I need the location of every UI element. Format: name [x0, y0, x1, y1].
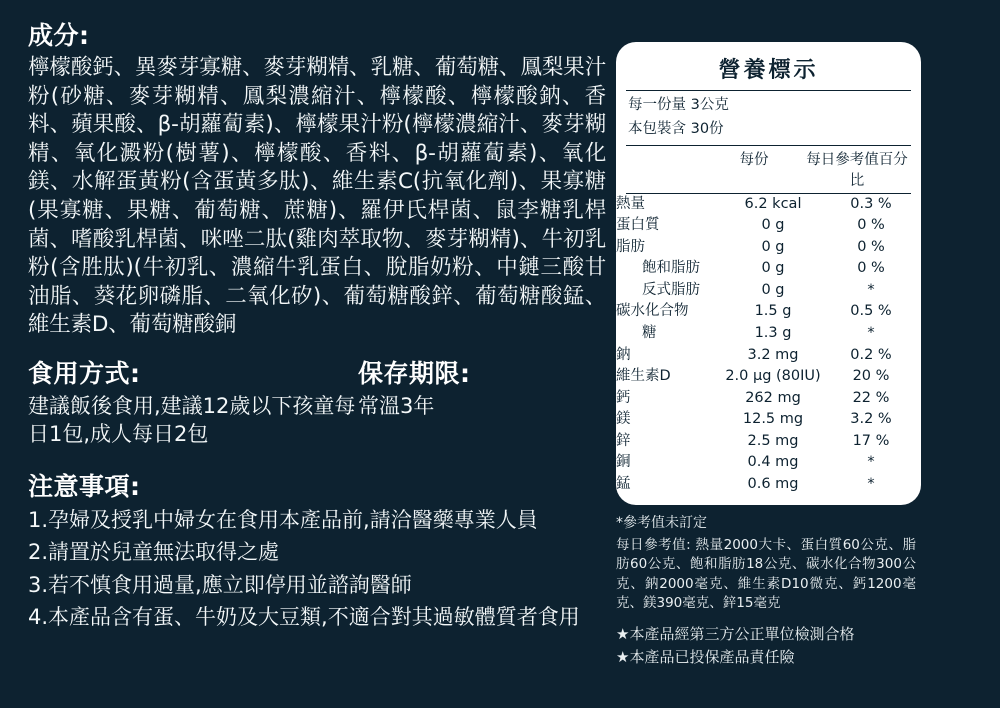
ingredients-text: 檸檬酸鈣、異麥芽寡糖、麥芽糊精、乳糖、葡萄糖、鳳梨果汁粉(砂糖、麥芽糊精、鳳梨濃縮汁、檸檬酸、檸檬酸鈉、香料、蘋果酸、β-胡蘿蔔素)、檸檬果汁粉(檸檬濃縮汁、麥芽糊精、氧化澱粉(樹薯)、檸檬酸、香料、β-胡蘿蔔素)、氧化鎂、水解蛋黃粉(含蛋黃多肽)、維生素C(抗氧化劑)、果寡糖(果寡糖、果糖、葡萄糖、蔗糖)、羅伊氏桿菌、鼠李糖乳桿菌、嗜酸乳桿菌、咪唑二肽(雞肉萃取物、麥芽糊精)、牛初乳粉(含胜肽)(牛初乳、濃縮牛乳蛋白、脫脂奶粉、中鏈三酸甘油脂、葵花卵磷脂、二氧化矽)、葡萄糖酸鋅、葡萄糖酸錳、維生素D、葡萄糖酸銅 — [28, 55, 606, 338]
nutrient-value: 1.3 g — [754, 324, 792, 341]
table-row — [616, 301, 921, 323]
caution-item: 3.若不慎食用過量,應立即停用並諮詢醫師 — [28, 572, 412, 597]
nutrient-name: 蛋白質 — [616, 217, 660, 234]
nutrient-name: 鈣 — [616, 389, 631, 406]
serving-size: 每一份量 3公克 — [628, 97, 729, 113]
nutrient-percent: 3.2 % — [850, 411, 892, 428]
nutrient-percent: 0.3 % — [850, 195, 892, 212]
nutrient-name: 糖 — [642, 324, 657, 341]
nutrition-facts-card — [616, 42, 921, 505]
table-row — [616, 194, 921, 216]
nutrient-name: 鎂 — [616, 411, 631, 428]
nutrient-value: 0 g — [761, 217, 785, 234]
nutrient-value: 0.6 mg — [747, 475, 799, 492]
table-row — [616, 345, 921, 367]
nutrient-percent: * — [867, 454, 875, 471]
nutrient-name: 反式脂肪 — [642, 281, 700, 298]
expiry-text: 常溫3年 — [358, 393, 435, 418]
servings-per-pack: 本包裝含 30份 — [628, 121, 724, 138]
nutrient-percent: * — [867, 324, 875, 341]
table-row — [616, 323, 921, 345]
caution-item: 1.孕婦及授乳中婦女在食用本產品前,請洽醫藥專業人員 — [28, 507, 538, 532]
nutrient-name: 脂肪 — [616, 238, 645, 255]
usage-text: 建議飯後食用,建議12歲以下孩童每日1包,成人每日2包 — [28, 393, 356, 447]
table-row — [616, 409, 921, 431]
asterisk-note: *參考值未訂定 — [616, 515, 707, 532]
nutrient-value: 3.2 mg — [747, 346, 799, 363]
usage-heading: 食用方式: — [28, 358, 141, 388]
nutrient-percent: 20 % — [852, 368, 890, 385]
table-row — [616, 431, 921, 453]
expiry-heading: 保存期限: — [358, 358, 471, 388]
nutrient-value: 0 g — [761, 260, 785, 277]
nutrient-value: 0 g — [761, 281, 785, 298]
nutrient-name: 鈉 — [616, 346, 631, 363]
nutrient-name: 熱量 — [616, 195, 645, 212]
table-row — [616, 280, 921, 302]
nutrient-name: 銅 — [616, 454, 631, 471]
certification-notes — [616, 623, 916, 668]
cautions-section — [28, 467, 606, 633]
left-column — [28, 14, 606, 698]
nutrient-percent: 0 % — [857, 238, 885, 255]
ingredients-heading: 成分: — [28, 21, 90, 50]
nutrient-percent: * — [867, 475, 875, 492]
nutrient-name: 碳水化合物 — [616, 303, 689, 320]
table-row — [616, 215, 921, 237]
cautions-list — [28, 505, 606, 633]
nutrient-percent: * — [867, 281, 875, 298]
table-row — [616, 452, 921, 474]
nutrient-value: 262 mg — [745, 389, 801, 406]
expiry-section — [358, 354, 606, 449]
usage-section — [28, 354, 358, 449]
right-column — [616, 14, 982, 698]
nutrient-percent: 0.5 % — [850, 303, 892, 320]
column-header-per-serving: 每份 — [739, 151, 769, 168]
table-row — [616, 366, 921, 388]
usage-expiry-row — [28, 354, 606, 449]
table-row — [616, 258, 921, 280]
table-row — [616, 237, 921, 259]
nutrient-percent: 17 % — [852, 432, 890, 449]
ingredients-section — [28, 16, 606, 340]
nutrient-value: 0 g — [761, 238, 785, 255]
nutrient-value: 2.5 mg — [747, 432, 799, 449]
nutrient-name: 飽和脂肪 — [642, 260, 700, 277]
nutrient-value: 1.5 g — [754, 303, 792, 320]
caution-item: 4.本產品含有蛋、牛奶及大豆類,不適合對其過敏體質者食用 — [28, 604, 580, 629]
certification-item: ★本產品經第三方公正單位檢測合格 — [616, 625, 855, 644]
nutrient-percent: 22 % — [852, 389, 890, 406]
nutrition-title: 營養標示 — [718, 58, 819, 83]
nutrient-percent: 0 % — [857, 217, 885, 234]
certification-item: ★本產品已投保產品責任險 — [616, 647, 795, 666]
nutrient-percent: 0.2 % — [850, 346, 892, 363]
nutrient-value: 6.2 kcal — [744, 195, 802, 212]
nutrient-name: 鋅 — [616, 432, 631, 449]
daily-reference-note: 每日參考值: 熱量2000大卡、蛋白質60公克、脂肪60公克、飽和脂肪18公克、碳水化合物300公克、鈉2000毫克、維生素D10微克、鈣1200毫克、鎂390毫克、鋅15毫克 — [616, 536, 916, 612]
cautions-heading: 注意事項: — [28, 471, 141, 501]
nutrient-value: 2.0 µg (80IU) — [725, 368, 821, 385]
nutrient-value: 12.5 mg — [742, 411, 804, 428]
caution-item: 2.請置於兒童無法取得之處 — [28, 540, 280, 565]
column-header-daily-value: 每日參考值百分比 — [806, 151, 908, 189]
nutrition-column-headers — [616, 146, 921, 193]
nutrient-name: 維生素D — [616, 368, 671, 385]
nutrient-percent: 0 % — [857, 260, 885, 277]
nutrient-name: 錳 — [616, 475, 631, 492]
footnotes — [616, 513, 916, 668]
nutrition-table — [616, 194, 921, 496]
table-row — [616, 388, 921, 410]
table-row — [616, 474, 921, 496]
nutrient-value: 0.4 mg — [747, 454, 799, 471]
